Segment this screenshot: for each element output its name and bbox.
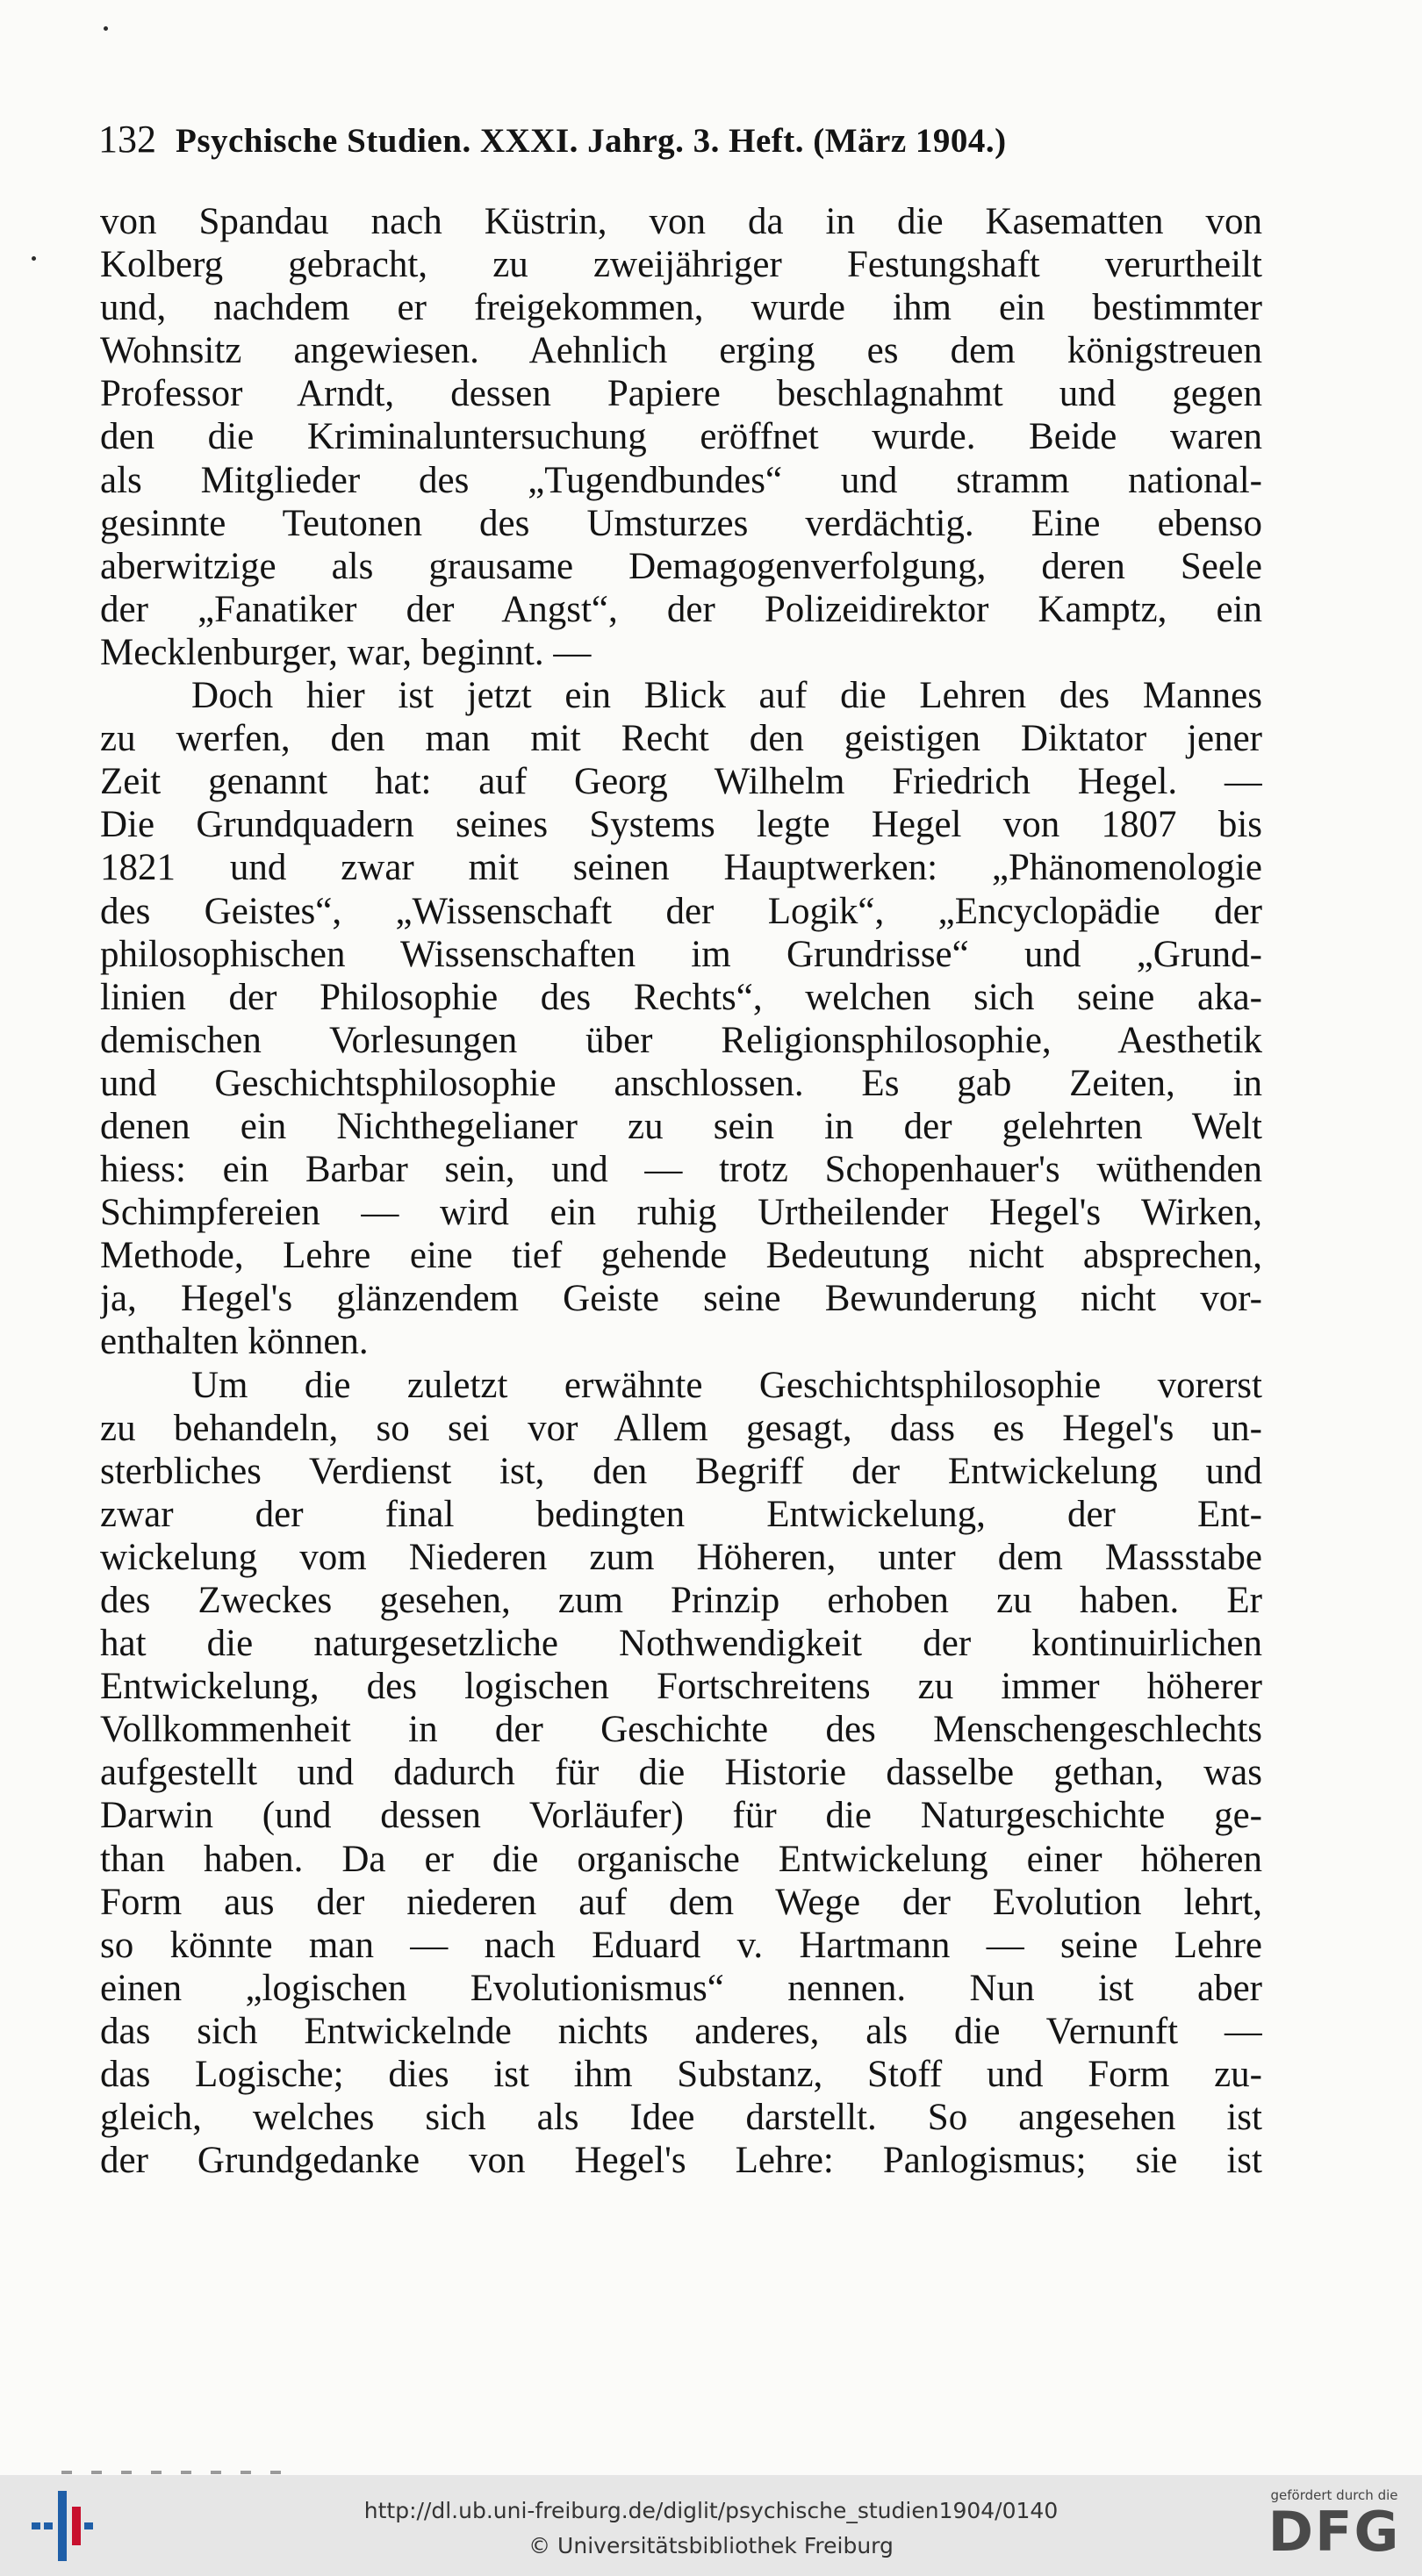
- text-line: und, nachdem er freigekommen, wurde ihm ein bestimmter: [100, 287, 1262, 329]
- text-line: Professor Arndt, dessen Papiere beschlagnahmt und gegen: [100, 373, 1262, 415]
- text-line: sterbliches Verdienst ist, den Begriff der Entwickelung und: [100, 1450, 1262, 1492]
- text-line: linien der Philosophie des Rechts“, welchen sich seine aka-: [100, 976, 1262, 1018]
- text-line: hat die naturgesetzliche Nothwendigkeit der kontinuirlichen: [100, 1623, 1262, 1665]
- viewer-footer: [0, 2475, 1422, 2576]
- text-line: Form aus der niederen auf dem Wege der Evolution lehrt,: [100, 1881, 1262, 1923]
- dfg-funding-block: [1255, 2487, 1413, 2571]
- scan-speck: [32, 256, 36, 261]
- text-line: so könnte man — nach Eduard v. Hartmann — seine Lehre: [100, 1924, 1262, 1966]
- text-line: philosophischen Wissenschaften im Grundrisse“ und „Grund-: [100, 933, 1262, 975]
- text-line: des Geistes“, „Wissenschaft der Logik“, „Encyclopädie der: [100, 890, 1262, 932]
- text-line: than haben. Da er die organische Entwickelung einer höheren: [100, 1838, 1262, 1880]
- text-line: einen „logischen Evolutionismus“ nennen. Nun ist aber: [100, 1967, 1262, 2009]
- scan-speck: [104, 26, 108, 31]
- text-line: Wohnsitz angewiesen. Aehnlich erging es dem königstreuen: [100, 330, 1262, 372]
- text-line: Darwin (und dessen Vorläufer) für die Naturgeschichte ge-: [100, 1795, 1262, 1837]
- text-line: aberwitzige als grausame Demagogenverfolgung, deren Seele: [100, 545, 1262, 587]
- page-body-text: [100, 200, 1262, 2182]
- text-line: hiess: ein Barbar sein, und — trotz Schopenhauer's wüthenden: [100, 1149, 1262, 1191]
- text-line: gesinnte Teutonen des Umsturzes verdächtig. Eine ebenso: [100, 502, 1262, 544]
- text-line: Mecklenburger, war, beginnt. —: [100, 631, 592, 673]
- text-line: gleich, welches sich als Idee darstellt. So angesehen ist: [100, 2097, 1262, 2139]
- text-line: von Spandau nach Küstrin, von da in die Kasematten von: [100, 201, 1262, 242]
- text-line: Um die zuletzt erwähnte Geschichtsphilosophie vorerst: [191, 1364, 1262, 1406]
- text-line: wickelung vom Niederen zum Höheren, unter dem Massstabe: [100, 1536, 1262, 1578]
- text-line: der „Fanatiker der Angst“, der Polizeidirektor Kamptz, ein: [100, 588, 1262, 630]
- text-line: ja, Hegel's glänzendem Geiste seine Bewunderung nicht vor-: [100, 1278, 1262, 1320]
- text-line: denen ein Nichthegelianer zu sein in der gelehrten Welt: [100, 1105, 1262, 1147]
- text-line: das Logische; dies ist ihm Substanz, Stoff und Form zu-: [100, 2054, 1262, 2096]
- scan-residue-line: [61, 2471, 290, 2474]
- text-line: Kolberg gebracht, zu zweijähriger Festungshaft verurtheilt: [100, 244, 1262, 286]
- running-head: Psychische Studien. XXXI. Jahrg. 3. Heft. (März 1904.): [176, 122, 1007, 160]
- text-line: Methode, Lehre eine tief gehende Bedeutung nicht absprechen,: [100, 1235, 1262, 1277]
- funding-note: gefördert durch die: [1270, 2487, 1398, 2503]
- text-line: und Geschichtsphilosophie anschlossen. Es gab Zeiten, in: [100, 1062, 1262, 1104]
- text-line: zwar der final bedingten Entwickelung, der Ent-: [100, 1493, 1262, 1535]
- text-line: zu behandeln, so sei vor Allem gesagt, dass es Hegel's un-: [100, 1407, 1262, 1449]
- page-number: 132: [98, 118, 156, 161]
- text-line: als Mitglieder des „Tugendbundes“ und stramm national-: [100, 459, 1262, 501]
- text-line: Doch hier ist jetzt ein Blick auf die Lehren des Mannes: [191, 675, 1262, 717]
- page-header: [98, 109, 1266, 170]
- text-line: den die Kriminaluntersuchung eröffnet wurde. Beide waren: [100, 416, 1262, 458]
- text-line: zu werfen, den man mit Recht den geistigen Diktator jener: [100, 718, 1262, 760]
- text-line: der Grundgedanke von Hegel's Lehre: Panlogismus; sie ist: [100, 2140, 1262, 2182]
- text-line: aufgestellt und dadurch für die Historie dasselbe gethan, was: [100, 1752, 1262, 1794]
- source-url[interactable]: http://dl.ub.uni-freiburg.de/diglit/psychische_studien1904/0140: [363, 2498, 1059, 2523]
- text-line: Schimpfereien — wird ein ruhig Urtheilender Hegel's Wirken,: [100, 1192, 1262, 1234]
- text-line: Zeit genannt hat: auf Georg Wilhelm Friedrich Hegel. —: [100, 761, 1262, 803]
- text-line: demischen Vorlesungen über Religionsphilosophie, Aesthetik: [100, 1019, 1262, 1061]
- copyright-notice: © Universitätsbibliothek Freiburg: [528, 2533, 894, 2558]
- text-line: des Zweckes gesehen, zum Prinzip erhoben zu haben. Er: [100, 1580, 1262, 1621]
- text-line: Entwickelung, des logischen Fortschreitens zu immer höherer: [100, 1666, 1262, 1708]
- text-line: Die Grundquadern seines Systems legte Hegel von 1807 bis: [100, 804, 1262, 846]
- text-line: das sich Entwickelnde nichts anderes, als die Vernunft —: [100, 2010, 1262, 2052]
- ub-freiburg-logo-icon: [32, 2487, 93, 2565]
- text-line: 1821 und zwar mit seinen Hauptwerken: „Phänomenologie: [100, 847, 1262, 889]
- dfg-logo: DFG: [1268, 2500, 1401, 2564]
- text-line: enthalten können.: [100, 1321, 369, 1363]
- text-line: Vollkommenheit in der Geschichte des Menschengeschlechts: [100, 1709, 1262, 1751]
